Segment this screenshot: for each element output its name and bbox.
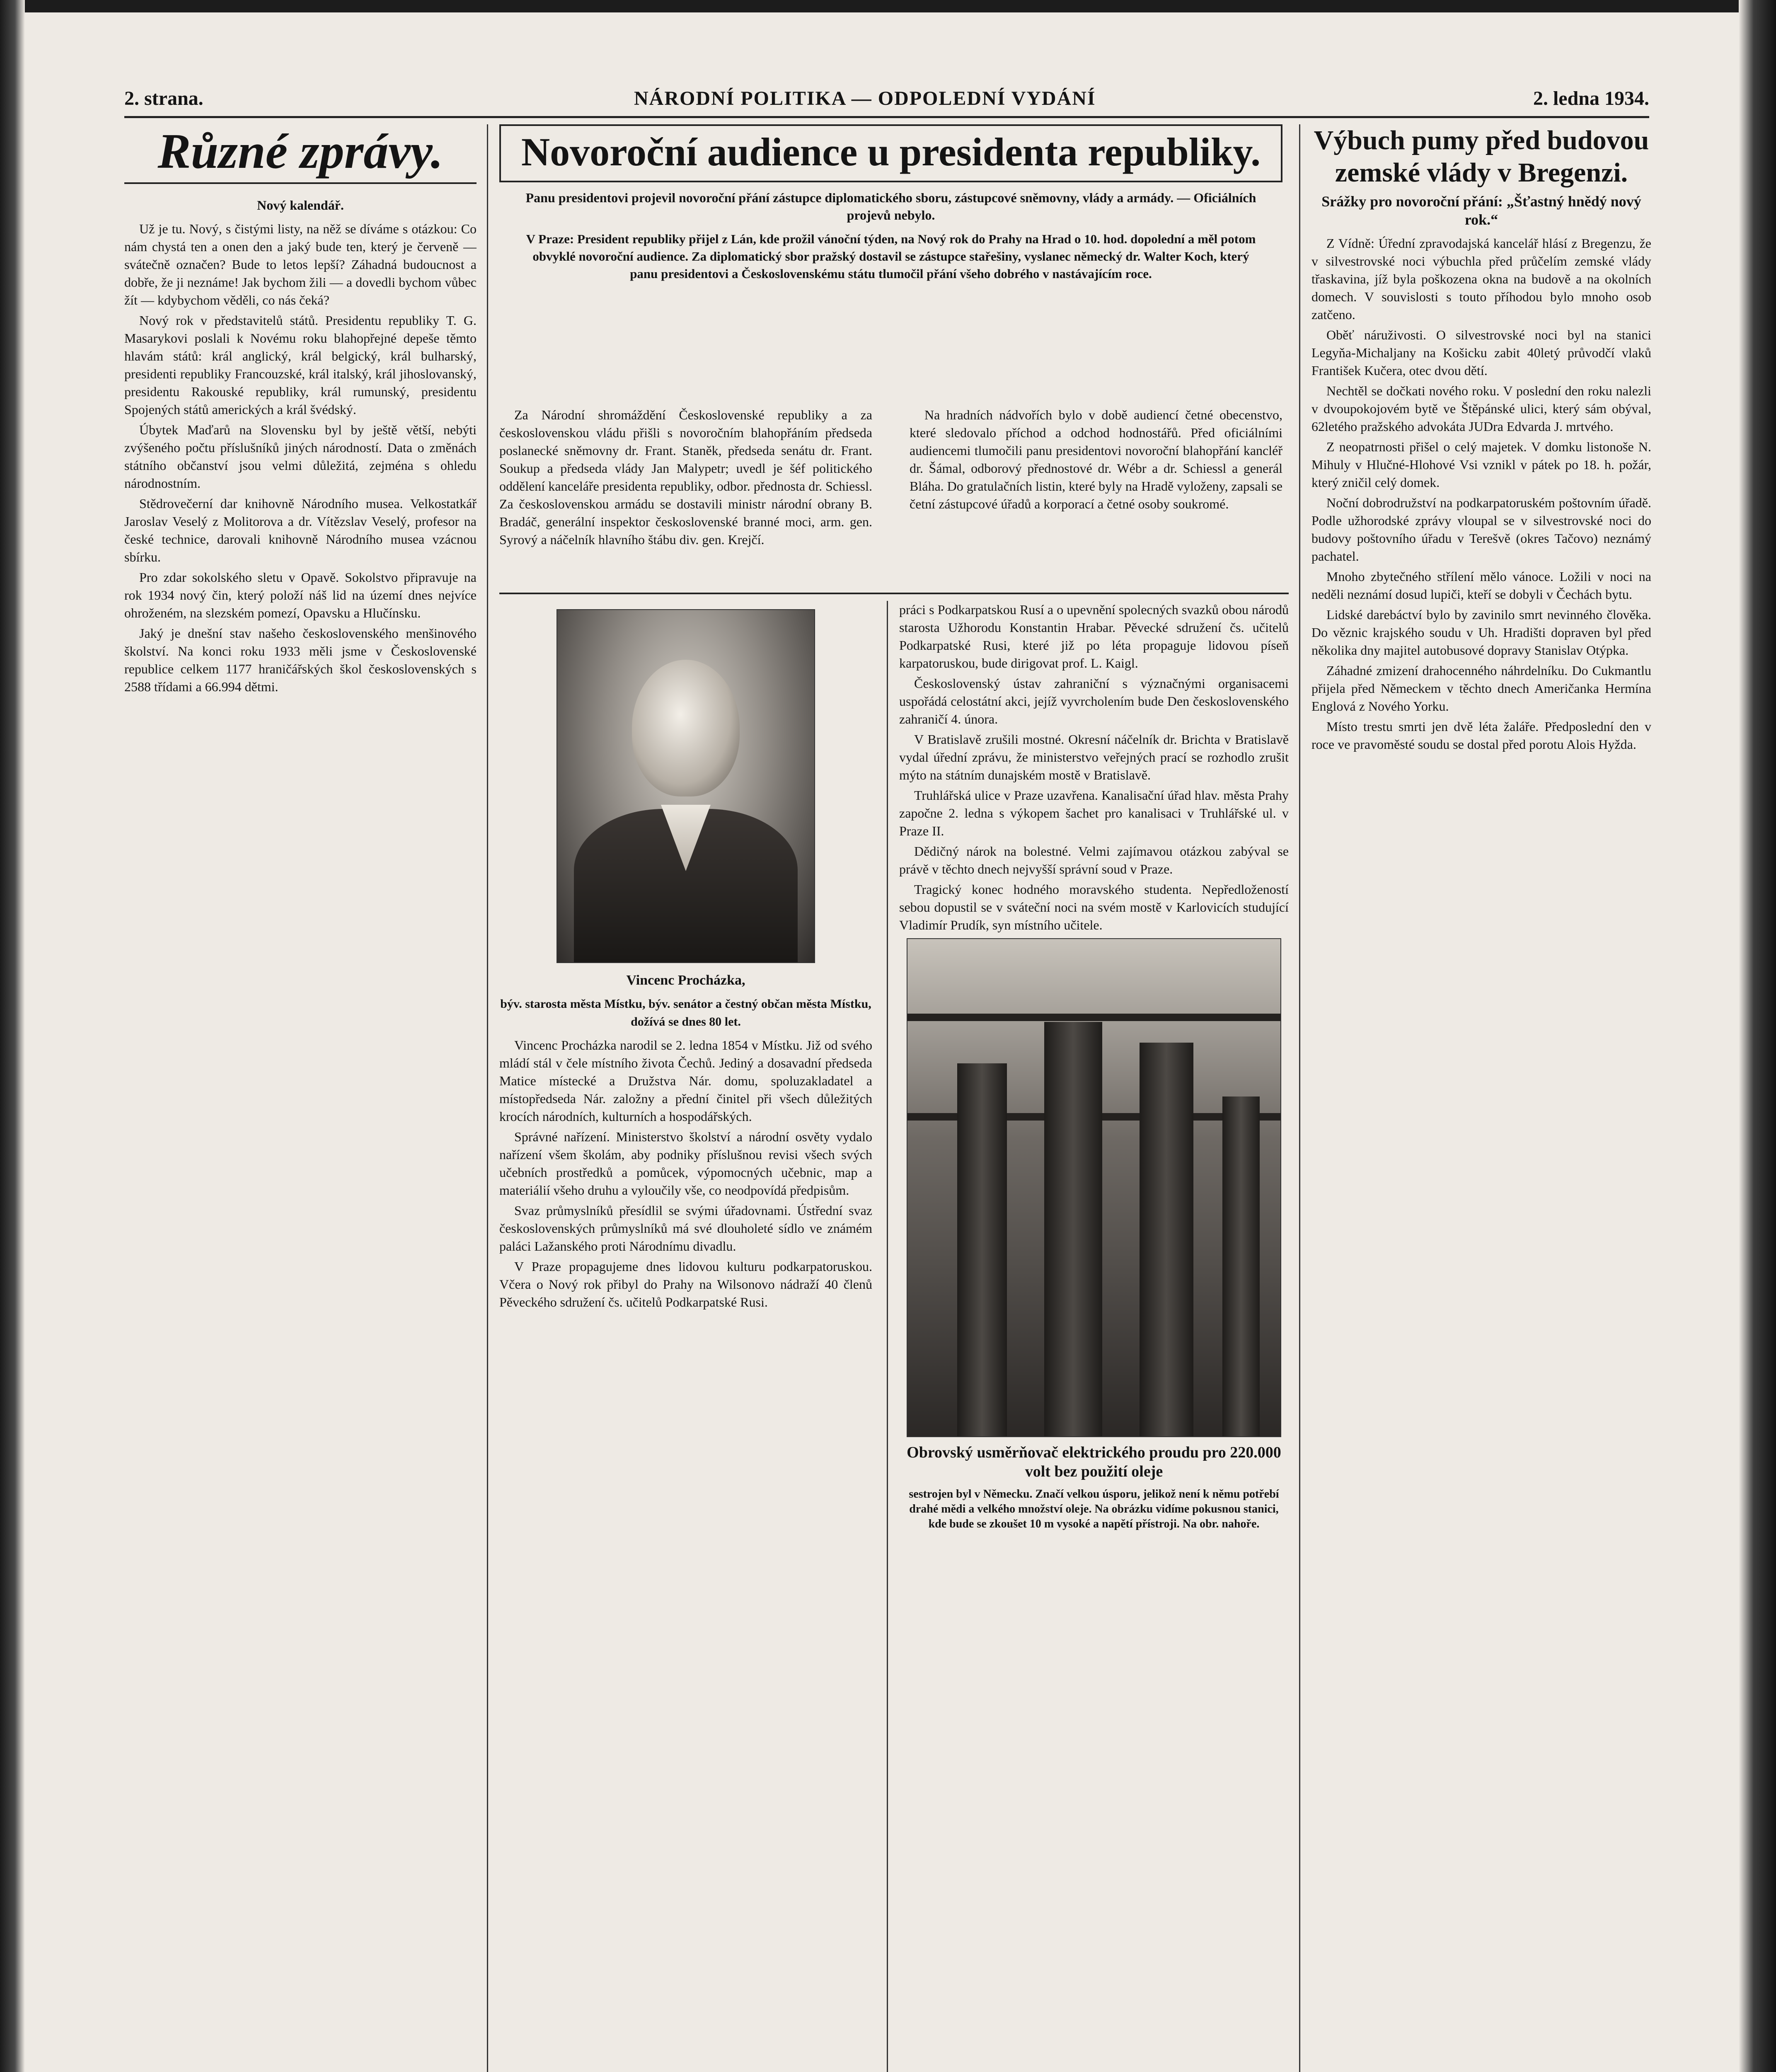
article-text: Z neopatrnosti přišel o celý majetek. V domku listonoše N. Mihuly v Hlučné-Hlohové Vsi vznikl v pátek po 18. h. požár, který zničil celý domek. (1311, 439, 1651, 490)
lead-headline: Novoroční audience u presidenta republiky. (499, 124, 1282, 182)
lead-bottom-rule (499, 593, 1289, 594)
article-text: práci s Podkarpatskou Rusí a o upevnění spolecných svazků obou národů starosta Užhorodu Konstantin Hrabar. Pěvecké sdružení čs. učitelů Podkarpatské Rusi, které již po léta propaguje lidovou píseň karpatoruskou, bude dirigovat prof. L. Kaigl. (899, 602, 1289, 670)
portrait-subcaption: býv. starosta města Místku, býv. senátor a čestný občan města Místku, dožívá se dnes 80 let. (500, 997, 871, 1029)
section-title: Různé zprávy. (124, 124, 477, 184)
article-text: Vincenc Procházka narodil se 2. ledna 1854 v Místku. Již od svého mládí stál v čele místního života Čechů. Jediný a dosavadní předseda Matice místecké a Družstva Nár. domu, spoluzakladatel a místopředseda Nár. založny a přední činitel při všech důležitých krocích národních, kulturních a hospodářských. (499, 1038, 872, 1124)
lead-article (499, 124, 1282, 588)
article-text: Mnoho zbytečného střílení mělo vánoce. Ložili v noci na neděli neznámí dosud lupiči, kteří se dobyli v Čechách bytu. (1311, 569, 1651, 602)
column-portrait-article (499, 601, 872, 2072)
lead-text-left: Za Národní shromáždění Československé republiky a za československou vládu přišli s novoročním blahopřáním předseda poslanecké sněmovny dr. Frant. Staněk, předseda senátu dr. Frant. Soukup a předseda vlády Jan Malypetr; uvedl je šéf politického oddělení kanceláře presidenta republiky, odbor. přednosta dr. Schiessl. Za československou armádu se dostavili ministr národní obrany B. Bradáč, generální inspektor československé branné moci, arm. gen. Syrový a náčelník hlavního štábu div. gen. Krejčí. (499, 407, 872, 547)
article-text: Dědičný nárok na bolestné. Velmi zajímavou otázkou zabýval se právě v těchto dnech nejvyšší správní soud v Praze. (899, 844, 1289, 876)
article-text: V Praze propagujeme dnes lidovou kulturu podkarpatoruskou. Včera o Nový rok přibyl do Prahy na Wilsonovo nádraží 40 členů Pěveckého sdružení čs. učitelů Podkarpatské Rusi. (499, 1259, 872, 1310)
article-text: Místo trestu smrti jen dvě léta žaláře. Předposlední den v roce ve pravoměsté soudu se dostal před porotu Alois Hyžda. (1311, 719, 1651, 752)
article-text: Lidské darebáctví bylo by zavinilo smrt nevinného člověka. Do věznic krajského soudu v Uh. Hradišti dopraven byl před několika dny majitel autobusové dopravy Stanislav Otýpka. (1311, 607, 1651, 658)
bregenz-deck: Srážky pro novoroční přání: „Šťastný hnědý nový rok.“ (1321, 193, 1641, 228)
photo-caption: Obrovský usměrňovač elektrického proudu pro 220.000 volt bez použití oleje (907, 1444, 1281, 1480)
article-heading: Nový kalendář. (257, 198, 344, 213)
column-rule (1299, 124, 1300, 2072)
article-text: Nechtěl se dočkati nového roku. V poslední den roku nalezli v dvoupokojovém bytě ve Štěpánské ulici, který sám obýval, 62letého pražského advokáta JUDra Edvarda J. mrtvého. (1311, 383, 1651, 434)
portrait-photo (557, 609, 815, 963)
article-text: Z Vídně: Úřední zpravodajská kancelář hlásí z Bregenzu, že v silvestrovské noci výbuchla před průčelím zemské vlády třaskavina, jíž byla poškozena okna na budově a na okolních domech. V souvislosti s touto příhodou bylo mnoho osob zatčeno. (1311, 236, 1651, 322)
article-text: Noční dobrodružství na podkarpatoruském poštovním úřadě. Podle užhorodské zprávy vloupal se v silvestrovské noci do budovy poštovního úřadu v Terešvě (okres Tačovo) neznámý pachatel. (1311, 495, 1651, 564)
issue-date: 2. ledna 1934. (1533, 87, 1649, 109)
page-number: 2. strana. (124, 87, 203, 109)
photo-subcaption: sestrojen byl v Německu. Značí velkou úsporu, jelikož není k němu potřebí drahé mědi a velkého množství oleje. Na obrázku vidíme pokusnou stanici, kde bude se zkoušet 10 m vysoké a napětí přístroji. Na obr. nahoře. (909, 1488, 1279, 1530)
article-text: Správné nařízení. Ministerstvo školství a národní osvěty vydalo nařízení všem školám, aby podniky příslušnou revisi všech svých učebních prostředků a pomůcek, výpomocných učebnic, map a materiálií všeho druhu a vyloučily vše, co neodpovídá předpisům. (499, 1129, 872, 1198)
article-text: Československý ústav zahraniční s význačnými organisacemi uspořádá celostátní akci, jejíž vyvrcholením bude Den československého zahraničí 4. února. (899, 676, 1289, 726)
column-news-photo (899, 601, 1289, 2072)
column-rule (887, 601, 888, 2072)
article-text: Pro zdar sokolského sletu v Opavě. Sokolstvo připravuje na rok 1934 nový čin, který položí náš lid na území dnes nejvíce ohroženém, na slezském pomezí, Opavsku a Hlučínsku. (124, 570, 477, 620)
article-text: Nový rok v představitelů států. Presidentu republiky T. G. Masarykovi poslali k Novému roku blahopřejné depeše těmto hlavám států: král anglický, král belgický, král bulharský, presidenti republiky Francouzské, král italský, král jihoslovanský, presidentu Rakouské republiky, král rumunský, presidentu Spojených států amerických a král švédský. (124, 313, 477, 417)
column-rule (487, 124, 488, 2072)
article-text: Úbytek Maďarů na Slovensku byl by ještě větší, nebýti zvýšeného počtu příslušníků jiných národností. Data o změnách státního občanství jsou velmi důležitá, zejména s ohledu národnostním. (124, 422, 477, 491)
article-text: Záhadné zmizení drahocenného náhrdelníku. Do Cukmantlu přijela před Německem v těchto dnech Američanka Hermína Englová z Nového Yorku. (1311, 663, 1651, 714)
scan-edge-right (1739, 0, 1776, 2072)
masthead (124, 83, 1649, 118)
rectifier-photo (907, 938, 1281, 1437)
paper-title: NÁRODNÍ POLITIKA — ODPOLEDNÍ VYDÁNÍ (634, 87, 1096, 109)
lead-column-left (499, 406, 872, 588)
article-text: Oběť náruživosti. O silvestrovské noci byl na stanici Legyňa-Michaljany na Košicku zabit 40letý průvodčí vlaků František Kučera, otec dvou dětí. (1311, 327, 1651, 378)
article-text: Truhlářská ulice v Praze uzavřena. Kanalisační úřad hlav. města Prahy započne 2. ledna s výkopem šachet pro kanalisaci v Truhlářské ul. v Praze II. (899, 788, 1289, 838)
article-text: Stědrovečerní dar knihovně Národního musea. Velkostatkář Jaroslav Veselý z Molitorova a dr. Vítězslav Veselý, profesor na české technice, darovali knihovně Národního musea vzácnou sbírku. (124, 496, 477, 564)
lead-deck: Panu presidentovi projevil novoroční přání zástupce diplomatického sboru, zástupcové sněmovny, vlády a armády. — Oficiálních projevů nebylo. (525, 190, 1256, 223)
article-text: Jaký je dnešní stav našeho československého menšinového školství. Na konci roku 1933 měli jsme v Československé republice celkem 1177 hraničářských škol československých s 2588 třídami a 66.994 dětmi. (124, 626, 477, 694)
lead-intro: V Praze: President republiky přijel z Lán, kde prožil vánoční týden, na Nový rok do Prahy na Hrad o 10. hod. dopolední a měl potom obvyklé novoroční audience. Za diplomatický sbor pražský dostavil se zástupce stařešiny, vyslanec německý dr. Walter Koch, který panu presidentovi a Československému státu tlumočil přání všeho dobrého v nastávajícím roce. (526, 232, 1256, 281)
portrait-caption: Vincenc Procházka, (626, 973, 745, 988)
column-various-news (124, 124, 477, 2072)
bregenz-headline: Výbuch pumy před budovou zemské vlády v Bregenzi. (1314, 125, 1649, 188)
scan-edge-top (0, 0, 1776, 12)
article-text: Už je tu. Nový, s čistými listy, na něž se díváme s otázkou: Co nám chystá ten a onen den a jaký bude ten, který je červeně — svátečně označen? Bude to letos lepší? Záhadná budoucnost a dobře, že ji neznáme! Jak bychom žili — a dovedli bychom vůbec žít — kdybychom věděli, co nás čeká? (124, 221, 477, 307)
lead-text-right: Na hradních nádvořích bylo v době audiencí četné obecenstvo, které sledovalo příchod a odchod hodnostářů. Před oficiálními audiencemi tlumočili panu presidentovi novoroční blahopřání kancléř dr. Šámal, odborový přednostové dr. Wébr a dr. Schiessl a generál Bláha. Do gratulačních listin, které byly na Hradě vyloženy, zapsali se četní zástupcové úřadů a korporací a četné osoby soukromé. (910, 407, 1282, 511)
scan-edge-left (0, 0, 25, 2072)
article-text: V Bratislavě zrušili mostné. Okresní náčelník dr. Brichta v Bratislavě vydal úřední zprávu, že ministerstvo veřejných prací se rozhodlo zrušit mýto na státním dunajském mostě v Bratislavě. (899, 732, 1289, 782)
article-text: Tragický konec hodného moravského studenta. Nepředložeností sebou dopustil se v sváteční noci na svém mostě v Karlovicích studující Vladimír Prudík, syn místního učitele. (899, 882, 1289, 932)
lead-column-right (910, 406, 1282, 588)
column-bregenz (1311, 124, 1651, 2072)
article-text: Svaz průmyslníků přesídlil se svými úřadovnami. Ústřední svaz československých průmyslníků má své dlouholeté sídlo ve známém paláci Lažanského proti Národnímu divadlu. (499, 1203, 872, 1254)
